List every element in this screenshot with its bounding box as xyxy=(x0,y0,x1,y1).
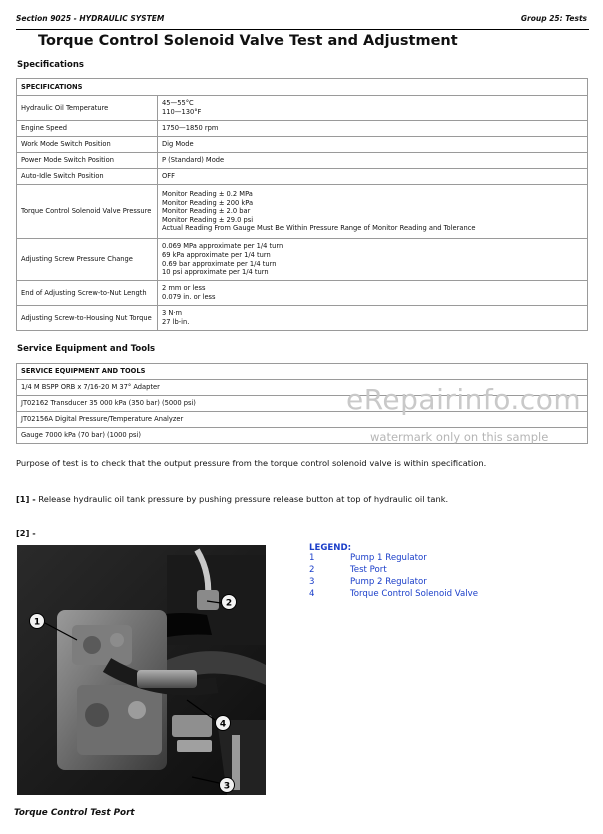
spec-value: Dig Mode xyxy=(158,137,588,153)
legend-item: 1 Pump 1 Regulator xyxy=(309,553,427,563)
table-row xyxy=(17,153,588,169)
spec-label: Adjusting Screw-to-Housing Nut Torque xyxy=(17,306,158,331)
spec-label: Work Mode Switch Position xyxy=(17,137,158,153)
service-equipment-heading: Service Equipment and Tools xyxy=(17,344,156,354)
table-row xyxy=(17,185,588,239)
purpose-text: Purpose of test is to check that the output pressure from the torque control solenoid valve is within specification. xyxy=(16,458,487,468)
step-1 xyxy=(16,494,448,504)
specifications-table-heading: SPECIFICATIONS xyxy=(17,79,588,96)
spec-value: 1750—1850 rpm xyxy=(158,121,588,137)
spec-value: 0.069 MPa approximate per 1/4 turn 69 kPa approximate per 1/4 turn 0.69 bar approximate per 1/4 turn 10 psi approximate per 1/4 turn xyxy=(158,239,588,281)
legend-item: 2 Test Port xyxy=(309,565,387,575)
legend-item: 4 Torque Control Solenoid Valve xyxy=(309,589,479,599)
table-row xyxy=(17,121,588,137)
spec-value: P (Standard) Mode xyxy=(158,153,588,169)
hydraulic-pump-photo xyxy=(17,545,266,795)
table-row xyxy=(17,281,588,306)
spec-label: Auto-Idle Switch Position xyxy=(17,169,158,185)
watermark-text: eRepairinfo.com xyxy=(346,383,582,416)
spec-value: 2 mm or less 0.079 in. or less xyxy=(158,281,588,306)
spec-label: Adjusting Screw Pressure Change xyxy=(17,239,158,281)
section-label: Section 9025 - HYDRAULIC SYSTEM xyxy=(16,14,165,23)
legend xyxy=(309,543,479,601)
page-header xyxy=(16,14,587,28)
spec-label: Hydraulic Oil Temperature xyxy=(17,96,158,121)
group-label: Group 25: Tests xyxy=(520,14,587,23)
spec-label: Power Mode Switch Position xyxy=(17,153,158,169)
spec-value: 3 N·m 27 lb-in. xyxy=(158,306,588,331)
spec-label: End of Adjusting Screw-to-Nut Length xyxy=(17,281,158,306)
step-number: [1] - xyxy=(16,494,36,504)
table-row xyxy=(17,239,588,281)
svg-text:4: 4 xyxy=(219,719,227,730)
figure-caption: Torque Control Test Port xyxy=(14,808,135,818)
spec-value: OFF xyxy=(158,169,588,185)
svg-text:1: 1 xyxy=(33,617,41,628)
equipment-item: Gauge 7000 kPa (70 bar) (1000 psi) xyxy=(17,428,588,444)
table-row xyxy=(17,96,588,121)
svg-text:2: 2 xyxy=(225,598,233,609)
spec-label: Engine Speed xyxy=(17,121,158,137)
step-number: [2] - xyxy=(16,528,36,538)
svg-text:3: 3 xyxy=(223,781,231,792)
spec-value: 45—55°C 110—130°F xyxy=(158,96,588,121)
spec-value: Monitor Reading ± 0.2 MPa Monitor Reading ± 200 kPa Monitor Reading ± 2.0 bar Monitor Reading ± 29.0 psi Actual Reading From Gauge Must Be Within Pressure Range of Monitor Reading and Tolerance xyxy=(158,185,588,239)
watermark-subtext: watermark only on this sample xyxy=(370,430,549,444)
spec-label: Torque Control Solenoid Valve Pressure xyxy=(17,185,158,239)
header-divider xyxy=(16,29,589,30)
legend-title: LEGEND: xyxy=(309,543,352,553)
specifications-table xyxy=(16,78,588,331)
legend-item: 3 Pump 2 Regulator xyxy=(309,577,427,587)
table-row xyxy=(17,169,588,185)
equipment-item: JT02156A Digital Pressure/Temperature Analyzer xyxy=(17,412,588,428)
page-title: Torque Control Solenoid Valve Test and Adjustment xyxy=(38,33,458,49)
step-text: Release hydraulic oil tank pressure by pushing pressure release button at top of hydraulic oil tank. xyxy=(38,494,449,504)
table-row xyxy=(17,306,588,331)
equipment-item: JT02162 Transducer 35 000 kPa (350 bar) (5000 psi) xyxy=(17,396,588,412)
specifications-heading: Specifications xyxy=(17,60,84,70)
table-row xyxy=(17,137,588,153)
step-2 xyxy=(16,528,36,538)
equipment-item: 1/4 M BSPP ORB x 7/16-20 M 37° Adapter xyxy=(17,380,588,396)
service-equipment-table-heading: SERVICE EQUIPMENT AND TOOLS xyxy=(17,364,588,380)
